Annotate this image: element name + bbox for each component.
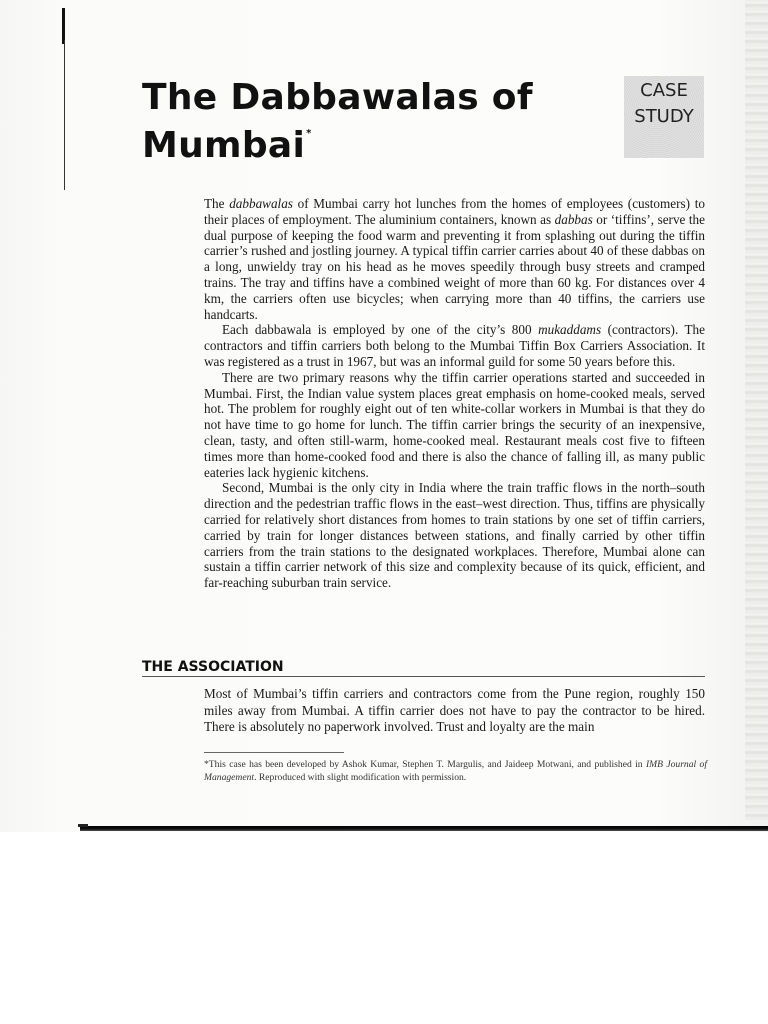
text-run: of Mumbai carry hot lunches from the homes of employees (customers) to their places of employment. The aluminium containers, known as [204, 196, 705, 227]
title-line-2: Mumbai [142, 125, 306, 166]
text-run: The [204, 196, 230, 211]
text-run: or ‘tiffins’, serve the dual purpose of keeping the food warm and preventing it from splashing out during the tiffin carrier’s rushed and jostling journey. A typical tiffin carrier carries about 40 of these dabbas on a long, unwieldy tray on his head as he moves speedily through busy streets and cramped trains. The tray and tiffins have a combined weight of more than 60 kg. For distances over 4 km, the carriers often use bicycles; when carrying more than 40 tiffins, the carriers use handcarts. [204, 211, 706, 322]
text-run: . Reproduced with slight modification with permission. [254, 772, 467, 783]
page-edge-shadow [745, 0, 768, 820]
text-run: *This case has been developed by Ashok Kumar, Stephen T. Margulis, and Jaideep Motwani, and published in [204, 759, 646, 770]
text-run: (contractors). The contractors and tiffin carriers both belong to the Mumbai Tiffin Box Carriers Association. It was registered as a trust in 1967, but was an informal guild for some 50 years before this. [204, 322, 705, 369]
footnote-rule [204, 752, 344, 753]
section-heading: THE ASSOCIATION [142, 658, 705, 677]
footnote [204, 758, 707, 784]
title-line-1: The Dabbawalas of [142, 77, 533, 118]
title-footnote-marker: * [306, 128, 312, 139]
section-paragraph: Most of Mumbai’s tiffin carriers and contractors come from the Pune region, roughly 150 miles away from Mumbai. A tiffin carrier does not have to pay the contractor to be hired. There is absolutely no paperwork involved. Trust and loyalty are the main [204, 686, 705, 734]
article-body [204, 196, 705, 591]
case-study-badge [624, 76, 704, 158]
page-bottom-rule [80, 826, 768, 831]
page-bottom-rule-tip [78, 824, 88, 827]
left-margin-line [64, 40, 65, 190]
paragraph-1 [204, 196, 705, 322]
emphasis-dabbawalas: dabbawalas [229, 196, 293, 211]
journal-name: IMB Journal of Management [204, 759, 708, 783]
paragraph-3: There are two primary reasons why the tiffin carrier operations started and succeeded in Mumbai. First, the Indian value system places great emphasis on home-cooked meals, served hot. The problem for roughly eight out of ten white-collar workers in Mumbai is that they do not have time to go home for lunch. The tiffin carrier brings the security of an inexpensive, clean, tasty, and often still-warm, home-cooked meal. Restaurant meals cost five to fifteen times more than home-cooked food and there is also the chance of falling ill, as many public eateries lack hygienic kitchens. [204, 369, 705, 480]
emphasis-dabbas: dabbas [554, 211, 593, 227]
left-margin-rule [62, 8, 65, 44]
section-body [204, 686, 705, 736]
paragraph-4: Second, Mumbai is the only city in India where the train traffic flows in the north–south direction and the pedestrian traffic flows in the east–west direction. Thus, tiffins are physically carried for relatively short distances from homes to train stations by one set of tiffin carriers, carried by train for longer distances between stations, and finally carried by other tiffin carriers from the train stations to the designated workplaces. Therefore, Mumbai alone can sustain a tiffin carrier network of this size and complexity because of its quick, efficient, and far-reaching suburban train service. [204, 480, 705, 591]
badge-line-1: CASE [640, 80, 688, 101]
page-title [142, 76, 602, 168]
emphasis-mukaddams: mukaddams [538, 322, 602, 338]
paragraph-2 [204, 322, 705, 369]
badge-line-2: STUDY [634, 106, 694, 127]
text-run: Each dabbawala is employed by one of the city’s 800 [222, 322, 539, 338]
